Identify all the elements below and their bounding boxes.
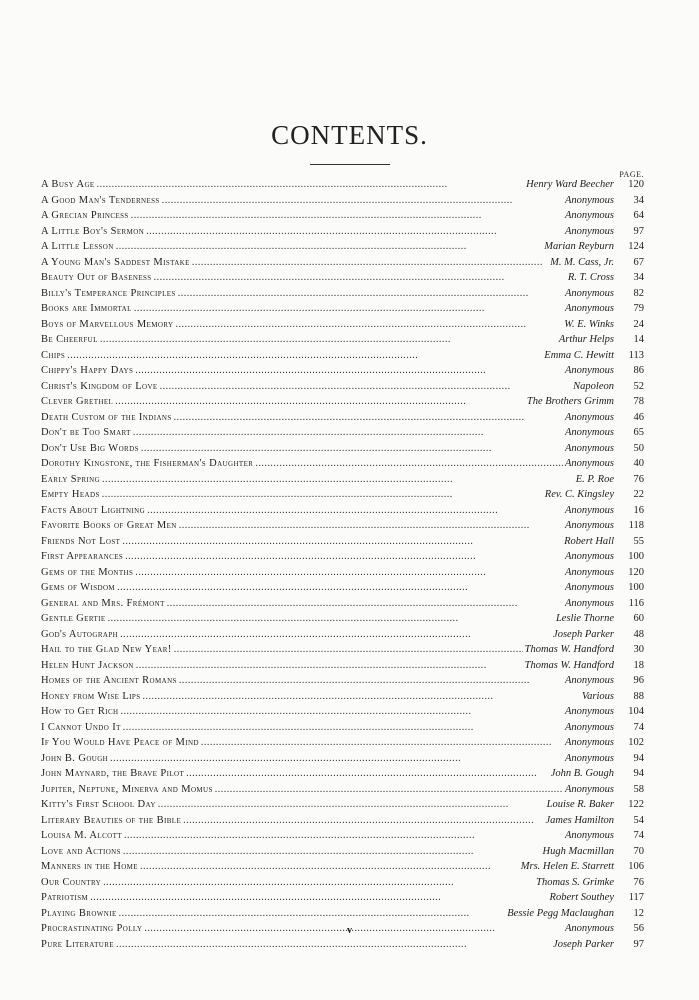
dot-leader — [146, 224, 563, 240]
entry-page-number: 79 — [633, 303, 644, 314]
entry-title: Procrastinating Polly — [41, 923, 143, 934]
entry-author: Louise R. Baker — [546, 799, 614, 810]
entry-author: Arthur Helps — [558, 334, 614, 345]
contents-list — [41, 177, 644, 952]
entry-title: Beauty Out of Baseness — [41, 272, 152, 283]
entry-page-number: 94 — [633, 768, 644, 779]
entry-author: Joseph Parker — [553, 628, 614, 640]
entry-page-number: 104 — [628, 706, 644, 717]
toc-entry — [41, 689, 644, 705]
entry-title: A Young Man's Saddest Mistake — [41, 256, 190, 268]
entry-page-number: 86 — [633, 365, 644, 376]
entry-author: Marian Reyburn — [544, 241, 614, 252]
toc-entry — [41, 937, 644, 953]
entry-page-number: 124 — [628, 241, 644, 252]
dot-leader — [125, 549, 563, 565]
toc-entry — [41, 766, 644, 782]
entry-author: Napoleon — [573, 380, 614, 392]
toc-entry — [41, 844, 644, 860]
entry-author: Anonymous — [565, 737, 614, 748]
dot-leader — [131, 208, 563, 224]
entry-page-number: 118 — [628, 520, 644, 531]
entry-page-number: 113 — [628, 349, 644, 361]
entry-author: Anonymous — [565, 520, 614, 531]
entry-title: Homes of the Ancient Romans — [41, 675, 177, 686]
toc-entry — [41, 239, 644, 255]
dot-leader — [119, 906, 506, 922]
entry-author: Bessie Pegg Maclaughan — [507, 907, 614, 919]
dot-leader — [123, 720, 563, 736]
entry-page-number: 48 — [633, 628, 644, 640]
entry-author: Various — [581, 690, 614, 702]
entry-page-number: 100 — [628, 582, 644, 593]
toc-entry — [41, 410, 644, 426]
dot-leader — [140, 859, 519, 875]
entry-title: John Maynard, the Brave Pilot — [41, 768, 185, 779]
entry-page-number: 55 — [633, 535, 644, 547]
toc-entry — [41, 797, 644, 813]
entry-page-number: 67 — [633, 256, 644, 268]
dot-leader — [160, 379, 572, 395]
dot-leader — [135, 363, 563, 379]
toc-entry — [41, 859, 644, 875]
entry-page-number: 122 — [628, 799, 644, 810]
entry-author: Anonymous — [565, 365, 614, 376]
entry-page-number: 16 — [633, 504, 644, 516]
toc-entry — [41, 813, 644, 829]
entry-page-number: 78 — [633, 396, 644, 407]
toc-entry — [41, 441, 644, 457]
toc-entry — [41, 580, 644, 596]
entry-page-number: 70 — [633, 845, 644, 857]
entry-page-number: 120 — [628, 566, 644, 578]
dot-leader — [136, 658, 523, 674]
dot-leader — [154, 270, 566, 286]
dot-leader — [103, 875, 534, 891]
toc-entry — [41, 875, 644, 891]
toc-entry — [41, 627, 644, 643]
toc-entry — [41, 658, 644, 674]
entry-page-number: 120 — [628, 179, 644, 190]
entry-title: A Little Boy's Sermon — [41, 225, 145, 237]
dot-leader — [143, 689, 580, 705]
toc-entry — [41, 363, 644, 379]
entry-author: Thomas W. Handford — [524, 644, 614, 655]
entry-page-number: 40 — [633, 458, 644, 469]
entry-page-number: 74 — [633, 721, 644, 733]
entry-title: Favorite Books of Great Men — [41, 520, 177, 531]
dot-leader — [167, 596, 563, 612]
toc-entry — [41, 751, 644, 767]
entry-title: How to Get Rich — [41, 706, 119, 717]
entry-title: Death Custom of the Indians — [41, 411, 172, 423]
dot-leader — [110, 751, 563, 767]
dot-leader — [201, 735, 563, 751]
dot-leader — [117, 580, 563, 596]
toc-entry — [41, 348, 644, 364]
page-column-header: PAGE. — [619, 170, 644, 179]
entry-page-number: 56 — [633, 923, 644, 934]
entry-page-number: 46 — [633, 411, 644, 423]
entry-page-number: 76 — [633, 473, 644, 485]
entry-author: R. T. Cross — [567, 272, 614, 283]
entry-author: Anonymous — [565, 582, 614, 593]
entry-page-number: 96 — [633, 675, 644, 686]
entry-title: Boys of Marvellous Memory — [41, 318, 174, 330]
toc-entry — [41, 487, 644, 503]
toc-entry — [41, 456, 644, 472]
entry-author: Anonymous — [565, 551, 614, 562]
entry-author: Henry Ward Beecher — [526, 179, 614, 190]
entry-title: If You Would Have Peace of Mind — [41, 737, 199, 748]
entry-page-number: 76 — [633, 876, 644, 888]
entry-title: Dorothy Kingstone, the Fisherman's Daughter — [41, 458, 254, 469]
toc-entry — [41, 534, 644, 550]
entry-page-number: 24 — [633, 318, 644, 330]
page-folio: v — [347, 925, 352, 936]
toc-entry — [41, 642, 644, 658]
entry-page-number: 117 — [628, 892, 644, 903]
entry-author: Anonymous — [565, 411, 614, 423]
dot-leader — [186, 766, 549, 782]
dot-leader — [122, 534, 562, 550]
dot-leader — [147, 503, 563, 519]
entry-author: Anonymous — [565, 303, 614, 314]
dot-leader — [120, 627, 551, 643]
entry-page-number: 12 — [633, 907, 644, 919]
entry-title: General and Mrs. Frémont — [41, 597, 165, 609]
entry-title: Love and Actions — [41, 845, 121, 857]
dot-leader — [116, 239, 543, 255]
entry-page-number: 94 — [633, 752, 644, 764]
toc-entry — [41, 394, 644, 410]
entry-author: Anonymous — [565, 194, 614, 206]
entry-author: Anonymous — [565, 923, 614, 934]
entry-author: Anonymous — [565, 830, 614, 841]
dot-leader — [123, 844, 541, 860]
entry-author: Thomas S. Grimke — [536, 876, 614, 888]
entry-title: A Good Man's Tenderness — [41, 194, 160, 206]
entry-title: First Appearances — [41, 551, 124, 562]
entry-title: Honey from Wise Lips — [41, 690, 141, 702]
entry-author: Anonymous — [565, 675, 614, 686]
entry-title: Friends Not Lost — [41, 535, 121, 547]
entry-author: E. P. Roe — [575, 473, 614, 485]
dot-leader — [179, 518, 563, 534]
dot-leader — [141, 441, 563, 457]
entry-title: Gems of the Months — [41, 566, 134, 578]
entry-author: M. M. Cass, Jr. — [550, 256, 614, 268]
entry-author: Anonymous — [565, 566, 614, 578]
dot-leader — [108, 611, 554, 627]
entry-author: Hugh Macmillan — [542, 845, 614, 857]
toc-entry — [41, 828, 644, 844]
entry-title: A Grecian Princess — [41, 210, 129, 221]
toc-entry — [41, 332, 644, 348]
entry-author: Robert Hall — [564, 535, 614, 547]
entry-title: Billy's Temperance Principles — [41, 287, 176, 299]
toc-entry — [41, 301, 644, 317]
dot-leader — [102, 472, 574, 488]
entry-page-number: 30 — [633, 644, 644, 655]
entry-page-number: 100 — [628, 551, 644, 562]
title-rule — [310, 164, 390, 165]
toc-entry — [41, 611, 644, 627]
dot-leader — [133, 425, 563, 441]
toc-entry — [41, 177, 644, 193]
toc-entry — [41, 379, 644, 395]
entry-page-number: 88 — [633, 690, 644, 702]
entry-title: I Cannot Undo It — [41, 721, 121, 733]
entry-author: Rev. C. Kingsley — [544, 489, 614, 500]
dot-leader — [90, 890, 547, 906]
dot-leader — [116, 937, 551, 953]
entry-page-number: 14 — [633, 334, 644, 345]
entry-author: Robert Southey — [549, 892, 614, 903]
entry-author: Anonymous — [565, 225, 614, 237]
entry-page-number: 64 — [633, 210, 644, 221]
entry-page-number: 52 — [633, 380, 644, 392]
toc-entry — [41, 549, 644, 565]
toc-entry — [41, 317, 644, 333]
entry-page-number: 74 — [633, 830, 644, 841]
dot-leader — [102, 487, 543, 503]
dot-leader — [175, 317, 562, 333]
entry-page-number: 82 — [633, 287, 644, 299]
entry-title: Manners in the Home — [41, 861, 138, 872]
entry-author: James Hamilton — [545, 814, 614, 826]
entry-title: Playing Brownie — [41, 907, 117, 919]
toc-entry — [41, 704, 644, 720]
toc-entry — [41, 270, 644, 286]
entry-title: Helen Hunt Jackson — [41, 659, 134, 671]
dot-leader — [192, 255, 548, 271]
entry-author: The Brothers Grimm — [526, 396, 614, 407]
entry-title: Empty Heads — [41, 489, 100, 500]
dot-leader — [135, 565, 563, 581]
toc-entry — [41, 255, 644, 271]
entry-author: Anonymous — [565, 783, 614, 795]
entry-title: Don't Use Big Words — [41, 442, 139, 454]
entry-author: Anonymous — [565, 427, 614, 438]
dot-leader — [100, 332, 557, 348]
entry-page-number: 54 — [633, 814, 644, 826]
dot-leader — [174, 642, 523, 658]
entry-title: Patriotism — [41, 892, 89, 903]
toc-entry — [41, 518, 644, 534]
dot-leader — [134, 301, 563, 317]
dot-leader — [121, 704, 563, 720]
entry-author: Anonymous — [565, 597, 614, 609]
toc-entry — [41, 890, 644, 906]
entry-page-number: 97 — [633, 938, 644, 950]
toc-entry — [41, 224, 644, 240]
entry-title: Our Country — [41, 876, 102, 888]
entry-title: Chippy's Happy Days — [41, 365, 134, 376]
entry-title: God's Autograph — [41, 628, 119, 640]
entry-author: Emma C. Hewitt — [544, 349, 614, 361]
entry-page-number: 18 — [633, 659, 644, 671]
entry-author: Thomas W. Handford — [524, 659, 614, 671]
toc-entry — [41, 503, 644, 519]
entry-author: Anonymous — [565, 442, 614, 454]
entry-page-number: 102 — [628, 737, 644, 748]
dot-leader — [174, 410, 563, 426]
entry-author: John B. Gough — [550, 768, 614, 779]
entry-author: Mrs. Helen E. Starrett — [520, 861, 614, 872]
toc-entry — [41, 735, 644, 751]
entry-author: Leslie Thorne — [555, 613, 614, 624]
dot-leader — [124, 828, 563, 844]
entry-title: Don't be Too Smart — [41, 427, 131, 438]
entry-author: Anonymous — [565, 752, 614, 764]
entry-title: Jupiter, Neptune, Minerva and Momus — [41, 783, 213, 795]
page-title: CONTENTS. — [271, 120, 428, 150]
entry-author: Anonymous — [565, 210, 614, 221]
toc-entry — [41, 782, 644, 798]
dot-leader — [178, 286, 563, 302]
toc-entry — [41, 596, 644, 612]
toc-entry — [41, 425, 644, 441]
entry-title: Be Cheerful — [41, 334, 98, 345]
dot-leader — [255, 456, 563, 472]
entry-title: Pure Literature — [41, 938, 114, 950]
entry-page-number: 58 — [633, 783, 644, 795]
entry-page-number: 65 — [633, 427, 644, 438]
toc-entry — [41, 208, 644, 224]
entry-author: Anonymous — [565, 504, 614, 516]
dot-leader — [67, 348, 542, 364]
dot-leader — [183, 813, 543, 829]
dot-leader — [115, 394, 525, 410]
toc-entry — [41, 286, 644, 302]
entry-title: Early Spring — [41, 473, 101, 485]
dot-leader — [97, 177, 525, 193]
toc-entry — [41, 673, 644, 689]
dot-leader — [158, 797, 545, 813]
entry-author: Anonymous — [565, 458, 614, 469]
entry-title: Gems of Wisdom — [41, 582, 116, 593]
dot-leader — [179, 673, 563, 689]
entry-author: Anonymous — [565, 721, 614, 733]
entry-title: John B. Gough — [41, 752, 109, 764]
entry-title: Christ's Kingdom of Love — [41, 380, 158, 392]
toc-entry — [41, 906, 644, 922]
entry-title: Gentle Gertie — [41, 613, 106, 624]
entry-title: Kitty's First School Day — [41, 799, 156, 810]
entry-title: Clever Grethel — [41, 396, 114, 407]
entry-author: Anonymous — [565, 287, 614, 299]
dot-leader — [162, 193, 563, 209]
entry-title: Hail to the Glad New Year! — [41, 644, 172, 655]
toc-entry — [41, 720, 644, 736]
entry-title: Chips — [41, 349, 66, 361]
entry-title: Louisa M. Alcott — [41, 830, 122, 841]
entry-page-number: 22 — [633, 489, 644, 500]
entry-page-number: 60 — [633, 613, 644, 624]
entry-page-number: 106 — [628, 861, 644, 872]
entry-title: A Little Lesson — [41, 241, 114, 252]
entry-author: Anonymous — [565, 706, 614, 717]
entry-title: Books are Immortal — [41, 303, 132, 314]
entry-author: Joseph Parker — [553, 938, 614, 950]
entry-page-number: 50 — [633, 442, 644, 454]
toc-entry — [41, 565, 644, 581]
entry-title: Literary Beauties of the Bible — [41, 814, 182, 826]
entry-page-number: 116 — [628, 597, 644, 609]
entry-title: Facts About Lightning — [41, 504, 146, 516]
toc-entry — [41, 472, 644, 488]
entry-page-number: 97 — [633, 225, 644, 237]
entry-page-number: 34 — [633, 272, 644, 283]
entry-author: W. E. Winks — [564, 318, 614, 330]
entry-page-number: 34 — [633, 194, 644, 206]
toc-entry — [41, 193, 644, 209]
entry-title: A Busy Age — [41, 179, 95, 190]
dot-leader — [215, 782, 563, 798]
